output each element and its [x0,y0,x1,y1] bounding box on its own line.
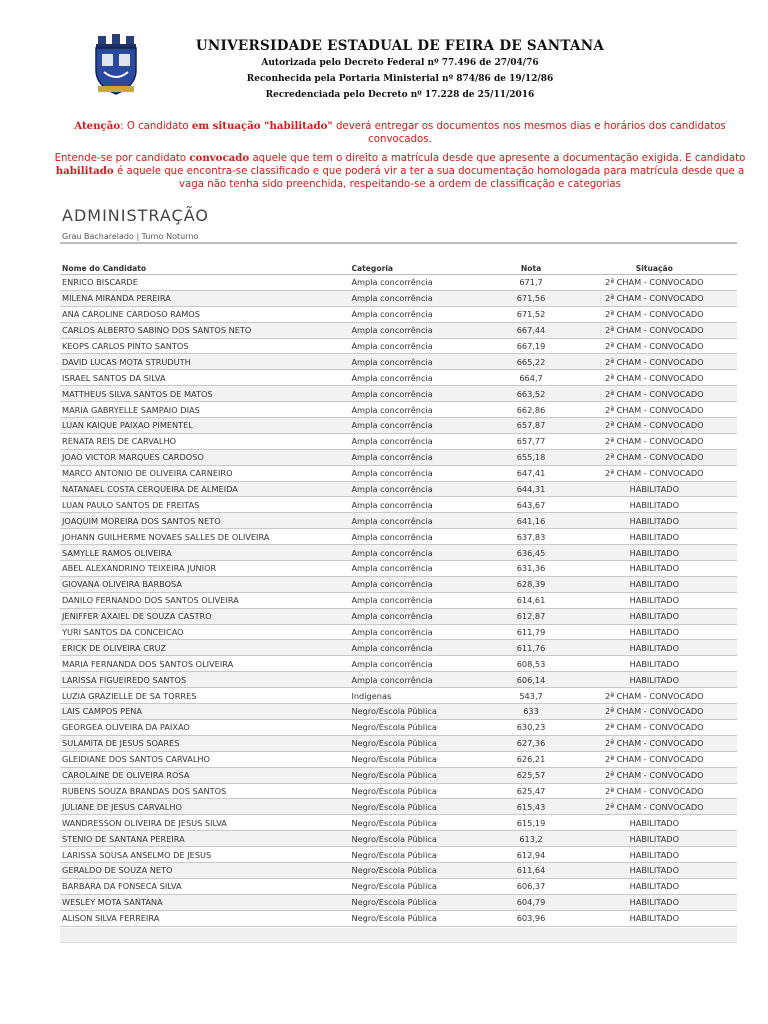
table-row [60,561,737,577]
status-cell: 2ª CHAM - CONVOCADO [572,465,737,481]
score-cell: 657,87 [490,418,571,434]
candidate-name-cell: LAIS CAMPOS PENA [60,704,349,720]
category-cell: Ampla concorrência [349,290,490,306]
table-row [60,513,737,529]
score-cell: 667,44 [490,322,571,338]
category-cell: Ampla concorrência [349,370,490,386]
authorization-line: Autorizada pelo Decreto Federal nº 77.496 de 27/04/76 [261,58,539,68]
candidate-name-cell: KEOPS CARLOS PINTO SANTOS [60,338,349,354]
score-cell: 671,7 [490,275,571,291]
category-cell: Ampla concorrência [349,449,490,465]
category-cell: Ampla concorrência [349,513,490,529]
candidate-name-cell: JOAQUIM MOREIRA DOS SANTOS NETO [60,513,349,529]
notice-label: Atenção [74,120,121,132]
table-row [60,767,737,783]
candidate-name-cell: MATTHEUS SILVA SANTOS DE MATOS [60,386,349,402]
column-header-name: Nome do Candidato [60,263,349,275]
candidate-name-cell: JULIANE DE JESUS CARVALHO [60,799,349,815]
category-cell: Negro/Escola Pública [349,894,490,910]
table-row [60,719,737,735]
table-row [60,481,737,497]
category-cell: Negro/Escola Pública [349,735,490,751]
score-cell: 644,31 [490,481,571,497]
table-row [60,306,737,322]
category-cell: Ampla concorrência [349,418,490,434]
score-cell: 606,37 [490,878,571,894]
table-row [60,386,737,402]
status-cell: HABILITADO [572,545,737,561]
candidate-name-cell: CARLOS ALBERTO SABINO DOS SANTOS NETO [60,322,349,338]
status-cell: HABILITADO [572,592,737,608]
table-row [60,847,737,863]
candidate-name-cell: ABEL ALEXANDRINO TEIXEIRA JUNIOR [60,561,349,577]
score-cell: 611,64 [490,862,571,878]
candidate-name-cell: SULAMITA DE JESUS SOARES [60,735,349,751]
status-cell: HABILITADO [572,497,737,513]
table-row [60,370,737,386]
status-cell: 2ª CHAM - CONVOCADO [572,354,737,370]
status-cell: HABILITADO [572,862,737,878]
category-cell: Ampla concorrência [349,465,490,481]
table-row [60,878,737,894]
table-footer [60,928,737,943]
status-cell: 2ª CHAM - CONVOCADO [572,783,737,799]
score-cell: 657,77 [490,433,571,449]
table-row [60,576,737,592]
candidate-name-cell: ALISON SILVA FERREIRA [60,910,349,926]
category-cell: Negro/Escola Pública [349,862,490,878]
score-cell: 608,53 [490,656,571,672]
candidate-name-cell: JOHANN GUILHERME NOVAES SALLES DE OLIVEIRA [60,529,349,545]
notice-paragraph-1 [50,120,750,146]
candidate-name-cell: ERICK DE OLIVEIRA CRUZ [60,640,349,656]
status-cell: 2ª CHAM - CONVOCADO [572,370,737,386]
category-cell: Ampla concorrência [349,386,490,402]
candidate-name-cell: GIOVANA OLIVEIRA BARBOSA [60,576,349,592]
status-cell: HABILITADO [572,878,737,894]
score-cell: 615,19 [490,815,571,831]
table-row [60,735,737,751]
category-cell: Negro/Escola Pública [349,910,490,926]
table-row [60,831,737,847]
status-cell: 2ª CHAM - CONVOCADO [572,433,737,449]
table-row [60,354,737,370]
status-cell: 2ª CHAM - CONVOCADO [572,767,737,783]
document-header [0,0,768,120]
score-cell: 611,79 [490,624,571,640]
candidate-name-cell: DAVID LUCAS MOTA STRUDUTH [60,354,349,370]
candidate-name-cell: LARISSA SOUSA ANSELMO DE JESUS [60,847,349,863]
notice-emphasis: convocado [189,152,250,164]
status-cell: 2ª CHAM - CONVOCADO [572,719,737,735]
category-cell: Ampla concorrência [349,433,490,449]
score-cell: 612,94 [490,847,571,863]
category-cell: Ampla concorrência [349,672,490,688]
category-cell: Ampla concorrência [349,608,490,624]
candidate-name-cell: JOAO VICTOR MARQUES CARDOSO [60,449,349,465]
table-row [60,449,737,465]
score-cell: 603,96 [490,910,571,926]
category-cell: Negro/Escola Pública [349,815,490,831]
score-cell: 611,76 [490,640,571,656]
candidate-name-cell: GERALDO DE SOUZA NETO [60,862,349,878]
table-row [60,815,737,831]
score-cell: 641,16 [490,513,571,529]
candidate-name-cell: CAROLAINE DE OLIVEIRA ROSA [60,767,349,783]
table-row [60,338,737,354]
category-cell: Ampla concorrência [349,656,490,672]
candidate-name-cell: LARISSA FIGUEIREDO SANTOS [60,672,349,688]
recognition-line: Reconhecida pela Portaria Ministerial nº 874/86 de 19/12/86 [246,74,554,84]
notice-emphasis: habilitado [55,165,114,177]
category-cell: Ampla concorrência [349,497,490,513]
table-row [60,529,737,545]
score-cell: 627,36 [490,735,571,751]
score-cell: 655,18 [490,449,571,465]
status-cell: 2ª CHAM - CONVOCADO [572,275,737,291]
table-row [60,799,737,815]
score-cell: 665,22 [490,354,571,370]
category-cell: Negro/Escola Pública [349,831,490,847]
candidate-name-cell: ENRICO BISCARDE [60,275,349,291]
score-cell: 614,61 [490,592,571,608]
category-cell: Ampla concorrência [349,354,490,370]
notice-text: Entende-se por candidato [54,153,190,164]
score-cell: 636,45 [490,545,571,561]
category-cell: Negro/Escola Pública [349,878,490,894]
notice-text: aquele que tem o direito a matrícula desde que apresente a documentação exigida. E candidato [249,153,746,164]
status-cell: 2ª CHAM - CONVOCADO [572,402,737,418]
table-row [60,592,737,608]
divider [60,242,737,244]
category-cell: Ampla concorrência [349,338,490,354]
candidate-name-cell: LUAN PAULO SANTOS DE FREITAS [60,497,349,513]
category-cell: Ampla concorrência [349,402,490,418]
category-cell: Negro/Escola Pública [349,704,490,720]
score-cell: 630,23 [490,719,571,735]
status-cell: HABILITADO [572,656,737,672]
table-row [60,624,737,640]
candidate-name-cell: LUAN KAIQUE PAIXAO PIMENTEL [60,418,349,434]
table-row [60,290,737,306]
candidate-name-cell: ISRAEL SANTOS DA SILVA [60,370,349,386]
category-cell: Negro/Escola Pública [349,767,490,783]
category-cell: Ampla concorrência [349,592,490,608]
candidate-name-cell: DANILO FERNANDO DOS SANTOS OLIVEIRA [60,592,349,608]
course-degree: Grau Bacharelado | Turno Noturno [62,232,199,241]
status-cell: HABILITADO [572,910,737,926]
table-row [60,640,737,656]
score-cell: 543,7 [490,688,571,704]
column-header-category: Categoria [349,263,490,275]
candidate-name-cell: JENIFFER AXAIEL DE SOUZA CASTRO [60,608,349,624]
notice-emphasis: em situação "habilitado" [191,120,333,132]
category-cell: Ampla concorrência [349,322,490,338]
candidate-name-cell: SAMYLLE RAMOS OLIVEIRA [60,545,349,561]
table-header-row [60,263,737,275]
candidate-name-cell: BARBARA DA FONSECA SILVA [60,878,349,894]
candidate-name-cell: WANDRESSON OLIVEIRA DE JESUS SILVA [60,815,349,831]
table-row [60,704,737,720]
score-cell: 625,47 [490,783,571,799]
candidate-name-cell: RENATA REIS DE CARVALHO [60,433,349,449]
status-cell: HABILITADO [572,624,737,640]
score-cell: 606,14 [490,672,571,688]
status-cell: 2ª CHAM - CONVOCADO [572,735,737,751]
table-row [60,688,737,704]
score-cell: 633 [490,704,571,720]
score-cell: 625,57 [490,767,571,783]
table-row [60,783,737,799]
status-cell: HABILITADO [572,529,737,545]
score-cell: 643,67 [490,497,571,513]
candidates-table [60,263,737,927]
accreditation-line: Recredenciada pelo Decreto nº 17.228 de 25/11/2016 [265,90,535,100]
table-row [60,465,737,481]
table-row [60,862,737,878]
score-cell: 671,56 [490,290,571,306]
status-cell: 2ª CHAM - CONVOCADO [572,799,737,815]
candidate-name-cell: ANA CAROLINE CARDOSO RAMOS [60,306,349,322]
category-cell: Ampla concorrência [349,624,490,640]
table-row [60,322,737,338]
status-cell: HABILITADO [572,576,737,592]
status-cell: HABILITADO [572,561,737,577]
table-row [60,894,737,910]
status-cell: HABILITADO [572,640,737,656]
candidate-name-cell: MARCO ANTONIO DE OLIVEIRA CARNEIRO [60,465,349,481]
category-cell: Negro/Escola Pública [349,799,490,815]
category-cell: Negro/Escola Pública [349,847,490,863]
candidate-name-cell: GEORGEA OLIVEIRA DA PAIXAO [60,719,349,735]
category-cell: Negro/Escola Pública [349,751,490,767]
score-cell: 664,7 [490,370,571,386]
table-row [60,402,737,418]
score-cell: 613,2 [490,831,571,847]
candidate-name-cell: WESLEY MOTA SANTANA [60,894,349,910]
table-row [60,672,737,688]
university-title: UNIVERSIDADE ESTADUAL DE FEIRA DE SANTANA [195,38,605,54]
table-row [60,497,737,513]
score-cell: 604,79 [490,894,571,910]
score-cell: 637,83 [490,529,571,545]
notice-paragraph-2 [50,152,750,191]
category-cell: Ampla concorrência [349,306,490,322]
score-cell: 628,39 [490,576,571,592]
table-row [60,545,737,561]
status-cell: 2ª CHAM - CONVOCADO [572,290,737,306]
category-cell: Ampla concorrência [349,275,490,291]
table-row [60,910,737,926]
score-cell: 667,19 [490,338,571,354]
score-cell: 626,21 [490,751,571,767]
candidate-name-cell: MARIA GABRYELLE SAMPAIO DIAS [60,402,349,418]
candidate-name-cell: GLEIDIANE DOS SANTOS CARVALHO [60,751,349,767]
candidate-name-cell: MARIA FERNANDA DOS SANTOS OLIVEIRA [60,656,349,672]
candidate-name-cell: NATANAEL COSTA CERQUEIRA DE ALMEIDA [60,481,349,497]
status-cell: 2ª CHAM - CONVOCADO [572,418,737,434]
score-cell: 647,41 [490,465,571,481]
category-cell: Ampla concorrência [349,545,490,561]
category-cell: Ampla concorrência [349,576,490,592]
score-cell: 615,43 [490,799,571,815]
table-row [60,751,737,767]
status-cell: HABILITADO [572,894,737,910]
status-cell: 2ª CHAM - CONVOCADO [572,704,737,720]
category-cell: Indígenas [349,688,490,704]
score-cell: 671,52 [490,306,571,322]
status-cell: 2ª CHAM - CONVOCADO [572,688,737,704]
status-cell: 2ª CHAM - CONVOCADO [572,449,737,465]
status-cell: HABILITADO [572,513,737,529]
table-row [60,656,737,672]
category-cell: Ampla concorrência [349,529,490,545]
status-cell: HABILITADO [572,815,737,831]
notice-text: deverá entregar os documentos nos mesmos dias e horários dos candidatos convocados. [332,121,726,145]
notice-text: : O candidato [120,121,192,132]
candidate-name-cell: RUBENS SOUZA BRANDAS DOS SANTOS [60,783,349,799]
column-header-score: Nota [490,263,571,275]
category-cell: Ampla concorrência [349,640,490,656]
status-cell: 2ª CHAM - CONVOCADO [572,386,737,402]
category-cell: Negro/Escola Pública [349,719,490,735]
category-cell: Ampla concorrência [349,561,490,577]
status-cell: 2ª CHAM - CONVOCADO [572,751,737,767]
table-row [60,275,737,291]
score-cell: 612,87 [490,608,571,624]
notice-text: é aquele que encontra-se classificado e que poderá vir a ter a sua documentação homologada para matrícula desde que a vaga não tenha sido preenchida, respeitando-se a ordem de classificação e categorias [113,166,745,190]
course-title: ADMINISTRAÇÃO [62,206,209,225]
column-header-status: Situação [572,263,737,275]
status-cell: 2ª CHAM - CONVOCADO [572,322,737,338]
candidate-name-cell: MILENA MIRANDA PEREIRA [60,290,349,306]
candidate-name-cell: STENIO DE SANTANA PEREIRA [60,831,349,847]
candidate-name-cell: LUZIA GRAZIELLE DE SA TORRES [60,688,349,704]
table-row [60,433,737,449]
table-body [60,275,737,927]
candidate-name-cell: YURI SANTOS DA CONCEICAO [60,624,349,640]
category-cell: Ampla concorrência [349,481,490,497]
status-cell: HABILITADO [572,481,737,497]
status-cell: 2ª CHAM - CONVOCADO [572,338,737,354]
university-crest-icon [92,34,140,96]
table-row [60,418,737,434]
status-cell: HABILITADO [572,847,737,863]
score-cell: 663,52 [490,386,571,402]
status-cell: HABILITADO [572,831,737,847]
status-cell: HABILITADO [572,608,737,624]
table-row [60,608,737,624]
score-cell: 631,36 [490,561,571,577]
category-cell: Negro/Escola Pública [349,783,490,799]
score-cell: 662,86 [490,402,571,418]
status-cell: 2ª CHAM - CONVOCADO [572,306,737,322]
status-cell: HABILITADO [572,672,737,688]
